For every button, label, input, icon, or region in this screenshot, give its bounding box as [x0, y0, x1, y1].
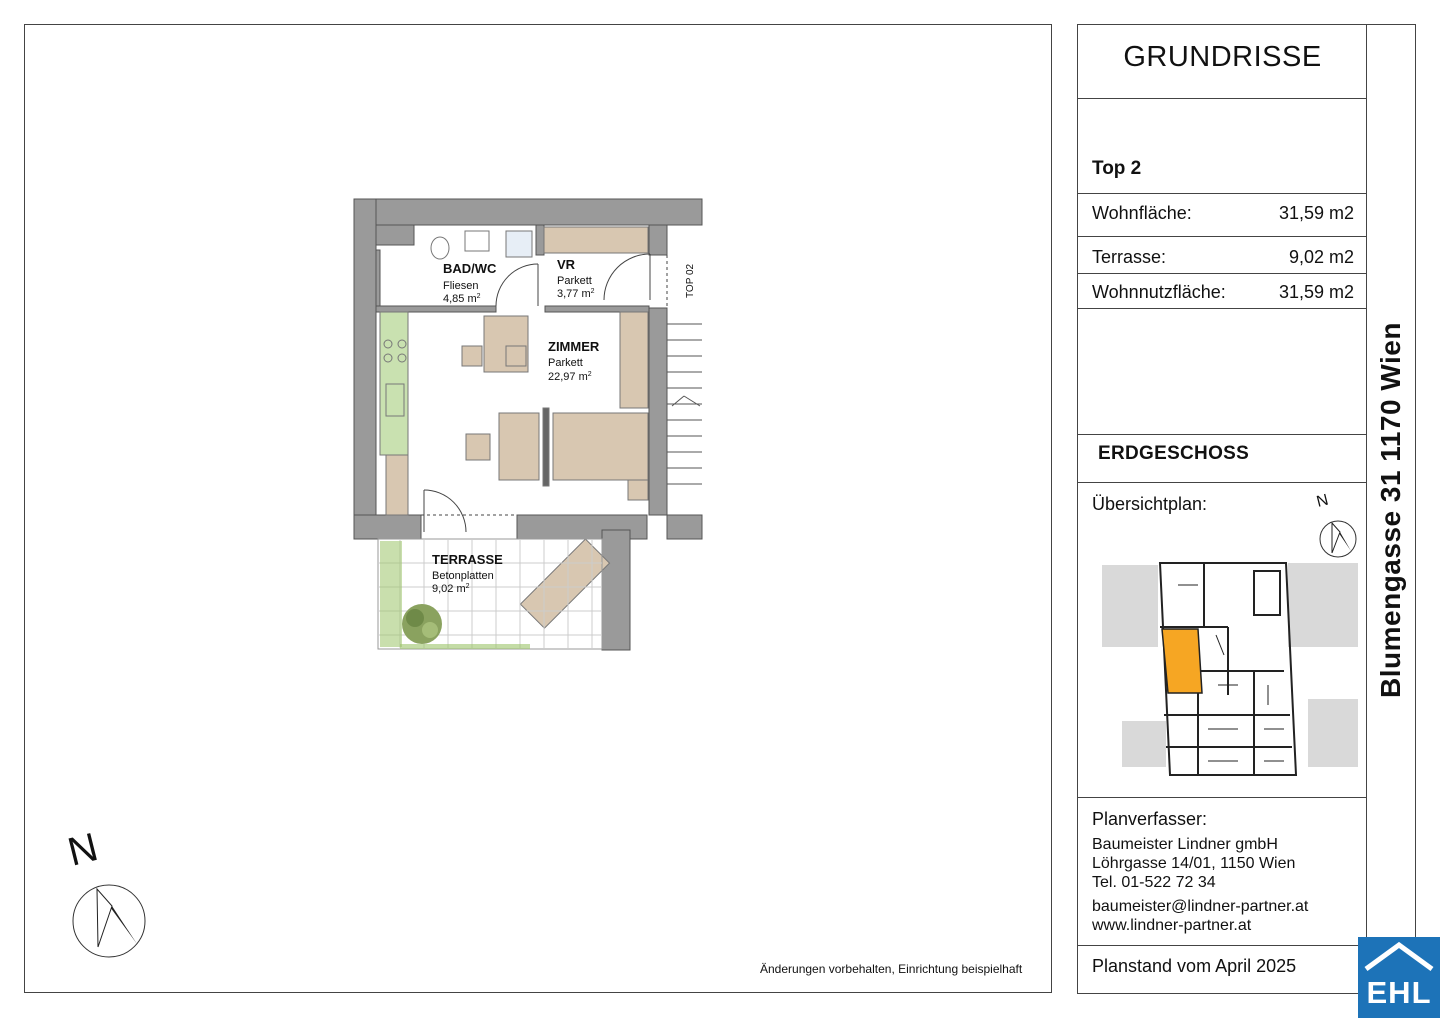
overview-plan	[1078, 485, 1367, 799]
room-area: 4,85 $m^2$	[443, 293, 481, 305]
divider	[1078, 236, 1367, 237]
room-name: TERRASSE	[432, 552, 503, 567]
area-label: Terrasse:	[1092, 247, 1167, 267]
divider	[1078, 434, 1367, 435]
house-icon	[1358, 937, 1440, 977]
room-area: 22,97 $m^2$	[548, 371, 592, 383]
planner-website[interactable]: www.lindner-partner.at	[1092, 917, 1252, 934]
divider	[1078, 797, 1367, 798]
panel-title: GRUNDRISSE	[1123, 41, 1322, 73]
info-panel	[1077, 24, 1416, 994]
room-material: Parkett	[548, 357, 583, 369]
planner-line: Löhrgasse 14/01, 1150 Wien	[1092, 855, 1296, 872]
area-label: Wohnnutzfläche:	[1092, 282, 1226, 302]
overview-compass	[1315, 492, 1356, 557]
area-label: Wohnfläche:	[1092, 203, 1192, 223]
room-area: 9,02 $m^2$	[432, 583, 470, 595]
room-material: Parkett	[557, 275, 592, 287]
room-name: VR	[557, 257, 576, 272]
ehl-logo	[1358, 937, 1440, 1018]
address-text: Blumengasse 31 1170 Wien	[1375, 322, 1406, 698]
entrance-label: TOP 02	[685, 263, 696, 298]
overview-label: Übersichtplan:	[1092, 494, 1208, 514]
divider	[1078, 308, 1367, 309]
north-arrow	[64, 825, 145, 957]
room-material: Betonplatten	[432, 570, 494, 582]
overview-north: N	[1314, 491, 1331, 511]
divider	[1078, 273, 1367, 274]
divider	[1078, 193, 1367, 194]
stairs	[667, 324, 702, 484]
overview-highlight	[1162, 629, 1202, 693]
disclaimer: Änderungen vorbehalten, Einrichtung beispielhaft	[760, 962, 1023, 976]
divider	[1078, 98, 1367, 99]
divider	[1078, 945, 1367, 946]
room-material: Fliesen	[443, 280, 479, 292]
room-area: 3,77 $m^2$	[557, 288, 595, 300]
area-value: 31,59 m2	[1278, 203, 1354, 223]
room-name: BAD/WC	[443, 261, 497, 276]
area-value: 9,02 m2	[1288, 247, 1354, 267]
north-label: N	[63, 825, 103, 875]
planner-email[interactable]: baumeister@lindner-partner.at	[1092, 898, 1309, 915]
floor-label: ERDGESCHOSS	[1098, 443, 1250, 464]
area-value: 31,59 m2	[1278, 282, 1354, 302]
planner-title: Planverfasser:	[1092, 809, 1208, 829]
planner-line: Tel. 01-522 72 34	[1092, 874, 1216, 891]
room-name: ZIMMER	[548, 339, 600, 354]
logo-text: EHL	[1366, 975, 1432, 1010]
planner-line: Baumeister Lindner gmbH	[1092, 836, 1278, 853]
info-column	[1078, 25, 1367, 993]
plan-status: Planstand vom April 2025	[1092, 956, 1297, 976]
unit-label: Top 2	[1092, 158, 1142, 179]
divider	[1078, 482, 1367, 483]
